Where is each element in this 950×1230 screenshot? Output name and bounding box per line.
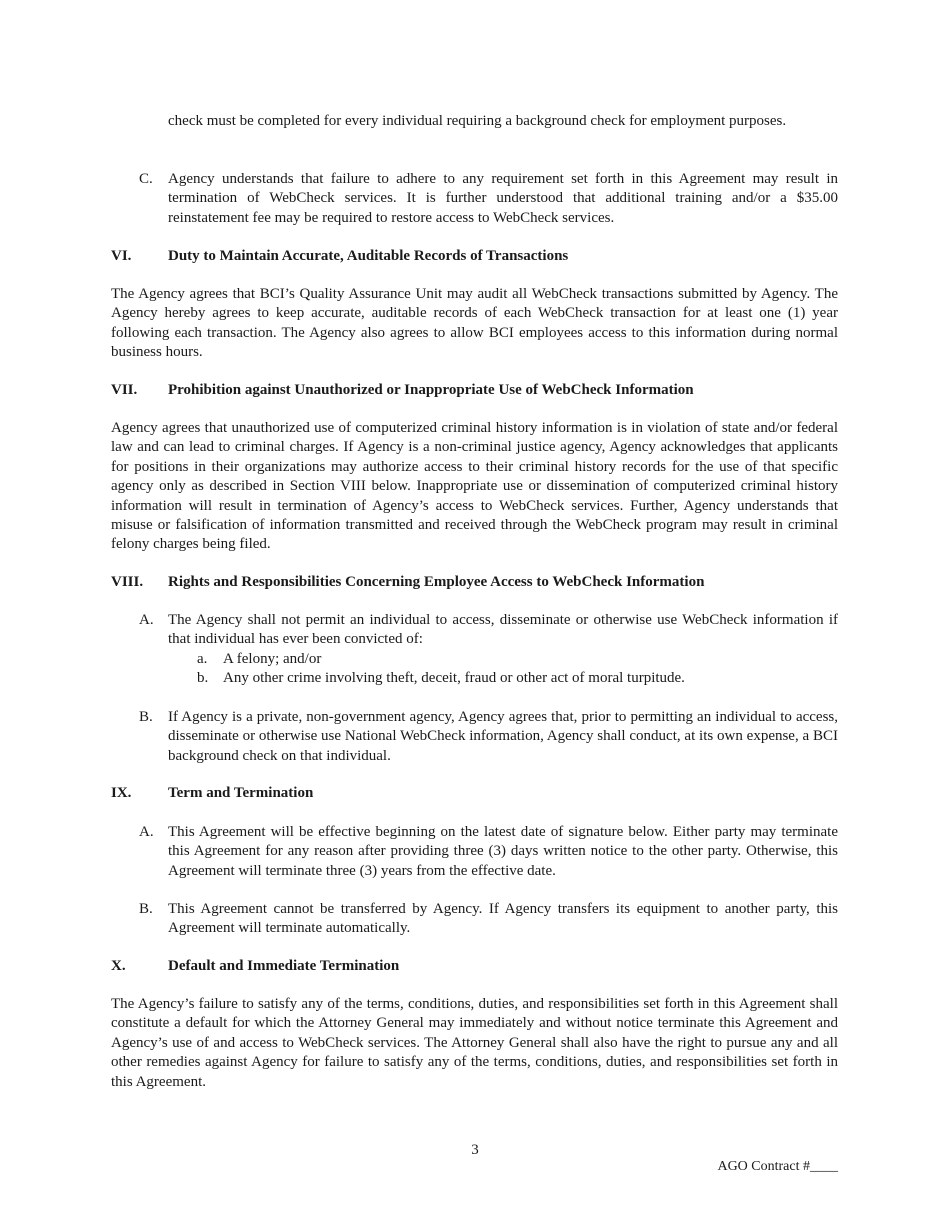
section-number: X. [111, 958, 126, 974]
contract-number: AGO Contract #____ [717, 1159, 838, 1174]
item-label: A. [139, 824, 154, 840]
section-vii-body: Agency agrees that unauthorized use of computerized criminal history information is in violation of state and/or federal law and can lead to criminal charges. If Agency is a non-criminal justice agency, Agency acknowledges that applicants for positions in their organizations may authorize access to their criminal history records for the use of that specific agency only as described in Section VIII below. Inappropriate use or dissemination of computerized criminal history information will result in termination of Agency’s access to WebCheck services. Further, Agency understands that misuse or falsification of information transmitted and received through the WebCheck program may result in criminal felony charges being filed. [111, 420, 838, 553]
section-viii-heading [111, 573, 704, 592]
sub-item-text: Any other crime involving theft, deceit, fraud or other act of moral turpitude. [223, 670, 685, 686]
page-number: 3 [471, 1142, 479, 1158]
item-text: This Agreement will be effective beginning on the latest date of signature below. Either party may terminate this Agreement for any reason after providing three (3) days written notice to the other party. Otherwise, this Agreement will terminate three (3) years from the effective date. [168, 824, 838, 879]
item-label: B. [139, 709, 153, 725]
sub-item-label: a. [197, 651, 208, 667]
sub-item-label: b. [197, 670, 209, 686]
section-vii-heading [111, 381, 694, 400]
item-label: A. [139, 612, 154, 628]
section-number: VI. [111, 248, 132, 264]
section-vi-body: The Agency agrees that BCI’s Quality Assurance Unit may audit all WebCheck transactions submitted by Agency. The Agency hereby agrees to keep accurate, auditable records of each WebCheck transaction for at least one (1) year following each transaction. The Agency also agrees to allow BCI employees access to this information during normal business hours. [111, 286, 838, 361]
sub-item-text: A felony; and/or [223, 651, 322, 667]
section-title: Term and Termination [168, 785, 314, 801]
section-number: IX. [111, 785, 132, 801]
item-text: The Agency shall not permit an individual to access, disseminate or otherwise use WebCheck information if that individual has ever been convicted of: [168, 612, 838, 648]
item-label: B. [139, 901, 153, 917]
section-title: Prohibition against Unauthorized or Inappropriate Use of WebCheck Information [168, 382, 694, 398]
continuation-paragraph: check must be completed for every individual requiring a background check for employment purposes. [168, 113, 787, 129]
section-number: VIII. [111, 574, 144, 590]
section-vi-heading [111, 247, 568, 266]
section-x-body: The Agency’s failure to satisfy any of the terms, conditions, duties, and responsibilities set forth in this Agreement shall constitute a default for which the Attorney General may immediately and without notice terminate this Agreement and Agency’s use of and access to WebCheck services. The Attorney General shall also have the right to pursue any and all other remedies against Agency for failure to satisfy any of the terms, conditions, duties, and responsibilities set forth in this Agreement. [111, 996, 838, 1090]
section-number: VII. [111, 382, 138, 398]
item-label: C. [139, 171, 153, 187]
sub-item-a [197, 650, 321, 669]
item-text: This Agreement cannot be transferred by Agency. If Agency transfers its equipment to another party, this Agreement will terminate automatically. [168, 901, 838, 937]
item-text: Agency understands that failure to adhere to any requirement set forth in this Agreement may result in termination of WebCheck services. It is further understood that additional training and/or a $35.00 reinstatement fee may be required to restore access to WebCheck services. [168, 171, 838, 226]
item-text: If Agency is a private, non-government agency, Agency agrees that, prior to permitting an individual to access, disseminate or otherwise use National WebCheck information, Agency shall conduct, at its own expense, a BCI background check on that individual. [168, 709, 838, 764]
section-x-heading [111, 957, 399, 976]
section-title: Default and Immediate Termination [168, 958, 400, 974]
section-ix-heading [111, 784, 313, 803]
section-title: Duty to Maintain Accurate, Auditable Records of Transactions [168, 248, 569, 264]
sub-item-b [197, 669, 685, 688]
section-title: Rights and Responsibilities Concerning Employee Access to WebCheck Information [168, 574, 705, 590]
